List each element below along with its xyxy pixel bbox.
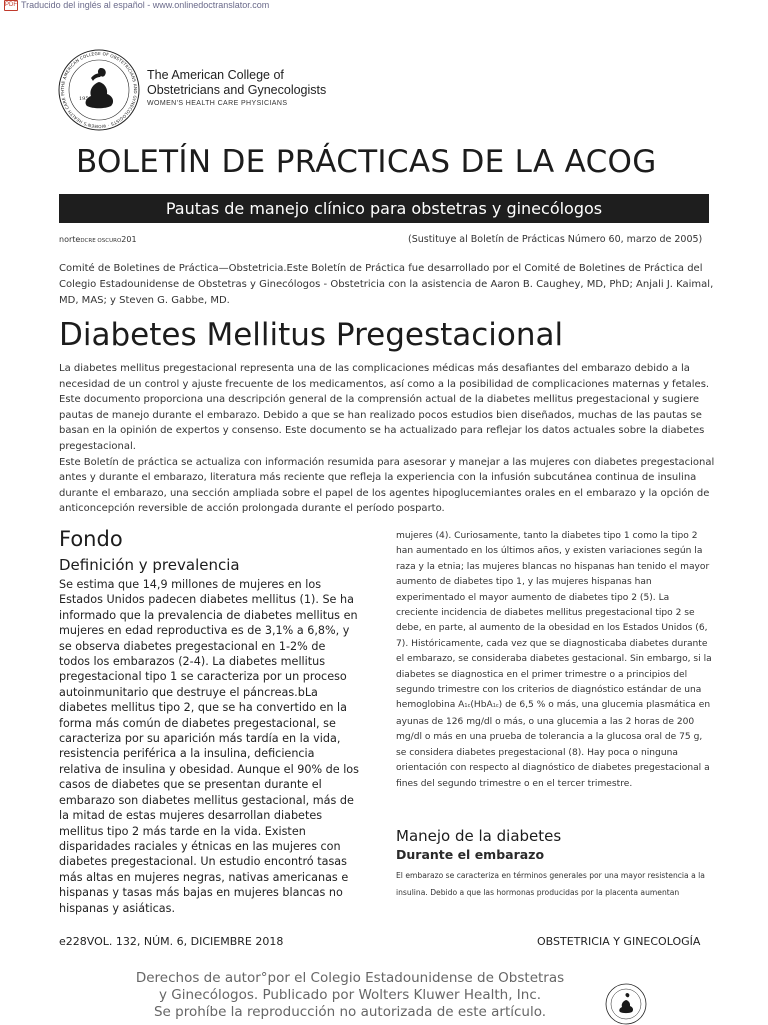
guidelines-banner: Pautas de manejo clínico para obstetras y ginecólogos [59,194,709,223]
acog-seal-small-logo [605,983,647,1025]
svg-text:THE AMERICAN COLLEGE OF OBSTET: THE AMERICAN COLLEGE OF OBSTETRICIANS AND GYNECOLOGISTS · WOMEN'S HEALTH CARE PH [59,50,139,130]
copyright-line: Se prohíbe la reproducción no autorizada de este artículo. [153,1004,547,1020]
translator-banner[interactable] [4,0,269,11]
copyright-line: Derechos de autor°por el Colegio Estadounidense de Obstetras [135,970,565,986]
bulletin-number-prefix: norte [59,235,81,244]
abstract-paragraph: Este Boletín de práctica se actualiza con información resumida para asesorar y manejar a las mujeres con diabetes pregestacional antes y durante el embarazo, literatura más reciente que refleja la experiencia con la infusión subcutánea continua de insulina durante el embarazo, una sección ampliada sobre el papel de los agentes hipoglucemiantes orales en el embarazo y la opción de anticoncepción reversible de acción prolongada durante el período posparto. [59,456,715,515]
abstract-paragraph: La diabetes mellitus pregestacional representa una de las complicaciones médicas más desafiantes del embarazo debido a la necesidad de un control y ajuste frecuente de los medicamentos, así como a la posibilidad de complicaciones maternas y fetales. Este documento proporciona una descripción general de la comprensión actual de la diabetes mellitus pregestacional y sugiere pautas de manejo durante el embarazo. Debido a que se han realizado pocos estudios bien diseñados, muchas de las pautas se basan en la opinión de expertos y consenso. Este documento se ha actualizado para reflejar los datos actuales sobre la diabetes pregestacional. [59,363,710,452]
copyright-line: y Ginecólogos. Publicado por Wolters Kluwer Health, Inc. [158,987,542,1003]
subheading-definicion: Definición y prevalencia [59,556,240,574]
translator-banner-text: Traducido del inglés al español - www.onlinedoctranslator.com [21,0,270,10]
right-column-text: (HbA [470,700,493,711]
replaces-note: (Sustituye al Boletín de Prácticas Número 60, marzo de 2005) [408,234,703,245]
document-title: Diabetes Mellitus Pregestacional [59,317,564,353]
section-heading-fondo: Fondo [59,527,123,551]
bulletin-number-mid: DCRE OSCURO [80,238,122,244]
abstract [59,361,719,517]
subscript: 1c [492,703,499,710]
committee-statement: Comité de Boletines de Práctica—Obstetricia.Este Boletín de Práctica fue desarrollado por el Comité de Boletines de Práctica del Colegio Estadounidense de Obstetras y Ginecólogos - Obstetricia con la asistencia de Aaron B. Caughey, MD, PhD; Anjali J. Kaimal, MD, MAS; y Steven G. Gabbe, MD. [59,263,714,306]
org-name [147,68,326,98]
org-name-line2: Obstetricians and Gynecologists [147,83,327,97]
org-name-line1: The American College of [147,68,284,82]
translator-icon: PDF [4,0,18,11]
manejo-body: El embarazo se caracteriza en términos generales por una mayor resistencia a la insulina. Debido a que las hormonas producidas por la placenta aumentan [396,871,705,897]
subheading-durante-embarazo: Durante el embarazo [396,847,545,862]
bulletin-title: BOLETÍN DE PRÁCTICAS DE LA ACOG [76,144,657,180]
left-column-body: Se estima que 14,9 millones de mujeres en los Estados Unidos padecen diabetes mellitus (1). Se ha informado que la prevalencia de diabetes mellitus en mujeres en edad reproductiva es de 3,1% a 6,8%, y se observa diabetes pregestacional en 1-2% de todos los embarazos (2-4). La diabetes mellitus pregestacional tipo 1 se caracteriza por un proceso autoinmunitario que destruye el páncreas.bLa diabetes mellitus tipo 2, que se ha convertido en la forma más común de diabetes pregestacional, se caracteriza por su aparición más tardía en la vida, resistencia periférica a la insulina, deficiencia relativa de insulina y obesidad. Aunque el 90% de los casos de diabetes que se presentan durante el embarazo son diabetes mellitus gestacional, más de la mitad de estas mujeres desarrollan diabetes mellitus tipo 2 más tarde en la vida. Existen disparidades raciales y étnicas en las mujeres con diabetes pregestacional. Un estudio encontró tasas más altas en mujeres negras, nativas americanas e hispanas y tasas más bajas en mujeres blancas no hispanas y asiáticas. [59,578,359,915]
acog-seal-logo [57,48,141,132]
copyright-notice [110,970,590,1021]
right-column-body [396,529,714,792]
org-tagline: WOMEN'S HEALTH CARE PHYSICIANS [147,100,288,107]
svg-text:1951: 1951 [79,96,92,102]
subscript: 1c [464,703,471,710]
bulletin-number [59,235,137,244]
section-heading-manejo: Manejo de la diabetes [396,827,562,845]
bulletin-number-suffix: 201 [121,235,137,244]
footer-volume: e228VOL. 132, NÚM. 6, DICIEMBRE 2018 [59,935,284,948]
footer-journal: OBSTETRICIA Y GINECOLOGÍA [537,935,701,948]
right-column-text: ) de 6,5 % o más, una glucemia plasmática en ayunas de 126 mg/dl o más, o una glucemia a las 2 horas de 200 mg/dl o más en una prueba de tolerancia a la glucosa oral de 75 g, se considera diabetes pregestacional (8). Hay poca o ninguna orientación con respecto al diagnóstico de diabetes pregestacional a fines del segundo trimestre o en el tercer trimestre. [396,700,711,789]
right-column-text: mujeres (4). Curiosamente, tanto la diabetes tipo 1 como la tipo 2 han aumentado en los últimos años, y existen variaciones según la raza y la etnia; las mujeres blancas no hispanas han tenido el mayor aumento de diabetes tipo 1, y las mujeres hispanas han experimentado el mayor aumento de diabetes tipo 2 (5). La creciente incidencia de diabetes mellitus pregestacional tipo 2 se debe, en parte, al aumento de la obesidad en los Estados Unidos (6, 7). Históricamente, cada vez que se diagnosticaba diabetes durante el embarazo, se consideraba diabetes gestacional. Sin embargo, si la diabetes se diagnostica en el primer trimestre o a principios del segundo trimestre con los criterios de diagnóstico estándar de una hemoglobina A [396,531,712,711]
